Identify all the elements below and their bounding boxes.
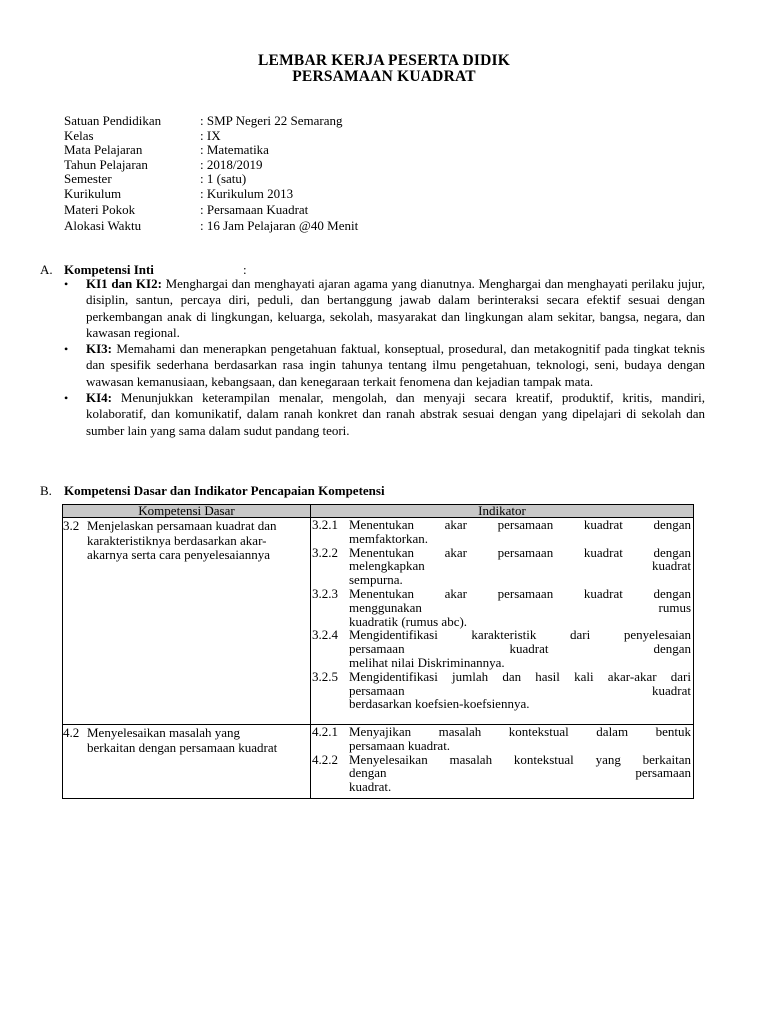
- kd-line: [63, 519, 306, 534]
- kd-line: [63, 741, 306, 756]
- column-header: Kompetensi Dasar: [63, 505, 311, 518]
- indicator-cell: [311, 518, 694, 725]
- kd-line: [63, 548, 306, 563]
- identity-value: : 1 (satu): [200, 171, 247, 187]
- indicator-number: 4.2.2: [312, 751, 338, 767]
- indicator-item: [311, 518, 693, 546]
- indicator-line: persamaan kuadrat dengan: [349, 641, 691, 657]
- indicator-number: 3.2.2: [312, 544, 338, 560]
- identity-value: : SMP Negeri 22 Semarang: [200, 113, 343, 128]
- indicator-line: Menyajikan masalah kontekstual dalam bentuk: [349, 724, 691, 739]
- kd-cell: [63, 518, 311, 725]
- identity-label: Mata Pelajaran: [64, 142, 143, 158]
- indicator-number: 3.2.5: [312, 668, 338, 684]
- indicator-item: [311, 546, 693, 587]
- indicator-line: melengkapkan kuadrat: [349, 558, 691, 574]
- indicator-number: 4.2.1: [312, 724, 338, 739]
- indicator-line: dengan persamaan: [349, 765, 691, 781]
- indicator-line: sempurna.: [349, 572, 403, 588]
- bullet-icon: •: [64, 342, 69, 357]
- kd-cell: [63, 725, 311, 799]
- ki-key: KI4:: [86, 390, 112, 406]
- section-title: Kompetensi Dasar dan Indikator Pencapaian Kompetensi: [64, 483, 385, 498]
- kd-line: [63, 726, 306, 741]
- column-header: Indikator: [311, 505, 694, 518]
- indicator-item: [311, 725, 693, 753]
- identity-label: Satuan Pendidikan: [64, 113, 162, 128]
- indicator-item: [311, 587, 693, 628]
- indicator-line: persamaan kuadrat.: [349, 737, 451, 753]
- list-item: [64, 390, 705, 439]
- section-letter: A.: [40, 262, 53, 277]
- indicator-line: Menentukan akar persamaan kuadrat dengan: [349, 544, 691, 560]
- indicator-item: [311, 753, 693, 794]
- ki-text: Menunjukkan keterampilan menalar, mengolah, dan menyaji secara kreatif, produktif, kritis, mandiri, kolaboratif, dan komunikatif, dalam ranah konkret dan ranah abstrak sesuai dengan yang dipelajari di sekolah dan sumber lain yang sama dalam sudut pandang teori.: [86, 390, 705, 438]
- section-title: Kompetensi Inti: [64, 262, 154, 277]
- ki-key: KI1 dan KI2:: [86, 276, 162, 291]
- indicator-line: Menentukan akar persamaan kuadrat dengan: [349, 585, 691, 601]
- indicator-line: berdasarkan koefsien-koefsiennya.: [349, 696, 530, 712]
- kd-number: 4.2: [63, 725, 80, 740]
- indicator-number: 3.2.1: [312, 517, 338, 532]
- section-letter: B.: [40, 483, 52, 498]
- indicator-line: menggunakan rumus: [349, 599, 691, 615]
- indicator-line: kuadratik (rumus abc).: [349, 613, 468, 629]
- identity-value: : IX: [200, 127, 221, 143]
- table-row: [63, 725, 694, 799]
- indicator-line: Mengidentifikasi karakteristik dari penyelesaian: [349, 627, 691, 643]
- kd-number: 3.2: [63, 518, 80, 533]
- indicator-number: 3.2.4: [312, 627, 338, 643]
- kd-text: karakteristiknya berdasarkan akar-: [87, 532, 267, 548]
- document-title-line-1: LEMBAR KERJA PESERTA DIDIK: [258, 52, 510, 69]
- identity-label: Alokasi Waktu: [64, 217, 142, 233]
- indicator-line: Menyelesaikan masalah kontekstual yang berkaitan: [349, 751, 691, 767]
- document-title-line-2: PERSAMAAN KUADRAT: [292, 68, 476, 85]
- identity-label: Kelas: [64, 127, 94, 143]
- identity-value: : Persamaan Kuadrat: [200, 201, 309, 217]
- table-row: [63, 518, 694, 725]
- section-colon: :: [243, 262, 247, 277]
- indicator-line: memfaktorkan.: [349, 530, 429, 546]
- identity-label: Semester: [64, 171, 112, 187]
- indicator-cell: [311, 725, 694, 799]
- identity-value: : Kurikulum 2013: [200, 185, 294, 201]
- ki-key: KI3:: [86, 341, 112, 357]
- indicator-line: Menentukan akar persamaan kuadrat dengan: [349, 517, 691, 532]
- indicator-number: 3.2.3: [312, 585, 338, 601]
- bullet-icon: •: [64, 391, 69, 406]
- indicator-item: [311, 670, 693, 711]
- kompetensi-inti-list: [64, 276, 705, 439]
- indicator-item: [311, 628, 693, 669]
- identity-value: : Matematika: [200, 142, 269, 158]
- indicator-line: persamaan kuadrat: [349, 682, 691, 698]
- kd-text: akarnya serta cara penyelesaiannya: [87, 547, 270, 562]
- kd-text: Menyelesaikan masalah yang: [87, 725, 241, 740]
- kompetensi-table: [62, 504, 694, 799]
- list-item: [64, 341, 705, 390]
- ki-text: Memahami dan menerapkan pengetahuan faktual, konseptual, prosedural, dan metakognitif pada tingkat teknis dan spesifik sederhana berdasarkan rasa ingin tahunya tentang ilmu pengetahuan, teknologi, seni, budaya dengan wawasan kemanusiaan, kebangsaan, dan kenegaraan terkait fenomena dan kejadian tampak mata.: [86, 341, 705, 389]
- list-item: [64, 276, 705, 341]
- kd-text: Menjelaskan persamaan kuadrat dan: [87, 518, 277, 533]
- kd-text: berkaitan dengan persamaan kuadrat: [87, 739, 278, 755]
- indicator-line: melihat nilai Diskriminannya.: [349, 654, 505, 670]
- table-header-row: [63, 505, 694, 518]
- indicator-line: Mengidentifikasi jumlah dan hasil kali akar-akar dari: [349, 668, 691, 684]
- identity-label: Tahun Pelajaran: [64, 156, 148, 172]
- identity-value: : 2018/2019: [200, 156, 263, 172]
- identity-value: : 16 Jam Pelajaran @40 Menit: [200, 217, 359, 233]
- identity-label: Kurikulum: [64, 185, 122, 201]
- bullet-icon: •: [64, 277, 69, 291]
- kd-line: [63, 534, 306, 549]
- identity-label: Materi Pokok: [64, 201, 136, 217]
- indicator-line: kuadrat.: [349, 779, 392, 795]
- ki-text: Menghargai dan menghayati ajaran agama yang dianutnya. Menghargai dan menghayati perilaku jujur, disiplin, santun, percaya diri, peduli, dan bertanggung jawab dalam berinteraksi secara efektif sesuai dengan perkembangan anak di lingkungan, keluarga, sekolah, masyarakat dan lingkungan alam sekitar, bangsa, negara, dan kawasan regional.: [86, 276, 705, 340]
